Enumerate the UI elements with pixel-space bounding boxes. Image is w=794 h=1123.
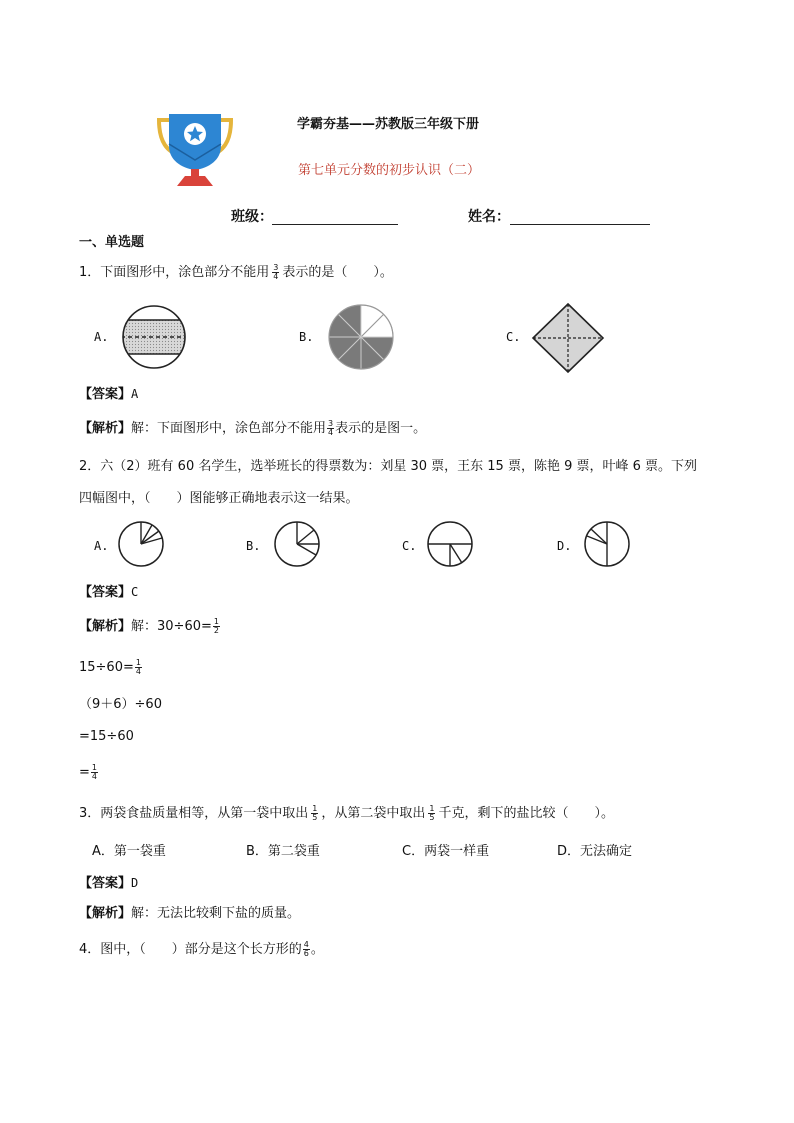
q2-step5-num: 1 <box>91 763 97 772</box>
q1-analysis-frac-den: 4 <box>328 428 334 437</box>
q1-stem-suffix: 表示的是（ ）。 <box>282 265 393 280</box>
q2-step1-text: 解：30÷60= <box>131 619 212 634</box>
q2-option-a-label[interactable]: A. <box>94 539 109 553</box>
q3-answer-label: 【答案】 <box>79 876 132 891</box>
q2-analysis-step1 <box>79 618 221 636</box>
name-field-label: 姓名： <box>468 209 510 225</box>
q4-stem-suffix: 。 <box>310 942 324 957</box>
q2-option-d-figure[interactable] <box>583 520 631 568</box>
q1-analysis <box>79 420 426 438</box>
q1-fraction <box>272 264 279 281</box>
q3-frac2-num: 1 <box>429 804 435 813</box>
q4-stem <box>79 941 324 959</box>
q2-analysis-label: 【解析】 <box>79 619 132 634</box>
q1-frac-den: 4 <box>273 272 279 281</box>
q1-option-b-label[interactable]: B. <box>299 330 314 344</box>
q2-stem-line2: 四幅图中，（ ）图能够正确地表示这一结果。 <box>79 491 359 506</box>
q2-option-c-label[interactable]: C. <box>402 539 417 553</box>
q2-answer-label: 【答案】 <box>79 585 132 600</box>
q3-stem-middle: ，从第二袋中取出 <box>321 806 426 821</box>
q2-step5-den: 4 <box>91 772 97 781</box>
q2-step1-den: 2 <box>213 626 219 635</box>
q3-stem <box>79 805 614 823</box>
q2-step2-fraction <box>135 659 142 676</box>
q2-step5-fraction <box>91 764 98 781</box>
q1-answer-value: A <box>131 387 139 401</box>
q3-analysis-label: 【解析】 <box>79 906 132 921</box>
q3-option-a[interactable]: A．第一袋重 <box>92 844 166 859</box>
q3-stem-suffix: 千克，剩下的盐比较（ ）。 <box>438 806 614 821</box>
q2-analysis-step3: （9＋6）÷60 <box>79 697 162 712</box>
q1-analysis-suffix: 表示的是图一。 <box>335 421 427 436</box>
class-field-line[interactable] <box>272 224 398 225</box>
q1-option-b-figure[interactable] <box>327 303 395 371</box>
q1-answer-label: 【答案】 <box>79 387 132 402</box>
q3-frac1-num: 1 <box>312 804 318 813</box>
q3-analysis <box>79 905 300 923</box>
q1-option-c-label[interactable]: C. <box>506 330 521 344</box>
q3-stem-prefix: 3．两袋食盐质量相等，从第一袋中取出 <box>79 806 309 821</box>
q2-option-b-label[interactable]: B. <box>246 539 261 553</box>
q4-frac-num: 4 <box>303 940 309 949</box>
q1-option-c-figure[interactable] <box>531 302 605 374</box>
q1-stem <box>79 264 393 282</box>
class-field-label: 班级： <box>231 209 273 225</box>
q2-stem-line1: 2．六（2）班有 60 名学生，选举班长的得票数为：刘星 30 票，王东 15 票，陈艳 9 票，叶峰 6 票。下列 <box>79 459 698 474</box>
q3-option-d[interactable]: D．无法确定 <box>557 844 633 859</box>
q3-frac2-den: 5 <box>429 813 435 822</box>
q2-option-d-label[interactable]: D. <box>557 539 572 553</box>
q1-analysis-prefix: 解：下面图形中，涂色部分不能用 <box>131 421 327 436</box>
q3-answer-value: D <box>131 876 139 890</box>
q3-analysis-text: 解：无法比较剩下盐的质量。 <box>131 906 301 921</box>
q3-fraction-2 <box>428 805 435 822</box>
q3-answer <box>79 874 138 893</box>
q3-frac1-den: 5 <box>312 813 318 822</box>
q3-fraction-1 <box>311 805 318 822</box>
q2-option-b-figure[interactable] <box>273 520 321 568</box>
q2-step1-fraction <box>213 618 220 635</box>
q1-frac-num: 3 <box>273 263 279 272</box>
q1-stem-prefix: 1．下面图形中，涂色部分不能用 <box>79 265 270 280</box>
q2-answer-value: C <box>131 585 139 599</box>
q1-option-a-figure[interactable] <box>119 304 189 370</box>
name-field-line[interactable] <box>510 224 650 225</box>
q2-step2-den: 4 <box>135 667 141 676</box>
q1-analysis-label: 【解析】 <box>79 421 132 436</box>
q3-option-b[interactable]: B．第二袋重 <box>246 844 320 859</box>
q2-step2-num: 1 <box>135 658 141 667</box>
q4-fraction <box>303 941 310 958</box>
q1-analysis-fraction <box>327 420 334 437</box>
q2-answer <box>79 583 138 602</box>
q2-analysis-step4: =15÷60 <box>79 729 134 744</box>
q2-option-a-figure[interactable] <box>117 520 165 568</box>
q2-analysis-step2 <box>79 659 143 677</box>
q2-step5-text: = <box>79 765 90 780</box>
page-title: 学霸夯基——苏教版三年级下册 <box>297 117 480 132</box>
section-heading: 一、单选题 <box>79 235 145 250</box>
q1-analysis-frac-num: 3 <box>328 419 334 428</box>
q2-step2-text: 15÷60= <box>79 660 134 675</box>
q4-stem-prefix: 4．图中，（ ）部分是这个长方形的 <box>79 942 302 957</box>
q3-option-c[interactable]: C．两袋一样重 <box>402 844 490 859</box>
page-subtitle: 第七单元分数的初步认识（二） <box>298 163 481 178</box>
q1-answer <box>79 385 138 404</box>
q2-analysis-step5 <box>79 764 99 782</box>
q2-step1-num: 1 <box>213 617 219 626</box>
q1-option-a-label[interactable]: A. <box>94 330 109 344</box>
q4-frac-den: 6 <box>303 949 309 958</box>
trophy-logo-icon <box>155 112 235 188</box>
q2-option-c-figure[interactable] <box>426 520 474 568</box>
